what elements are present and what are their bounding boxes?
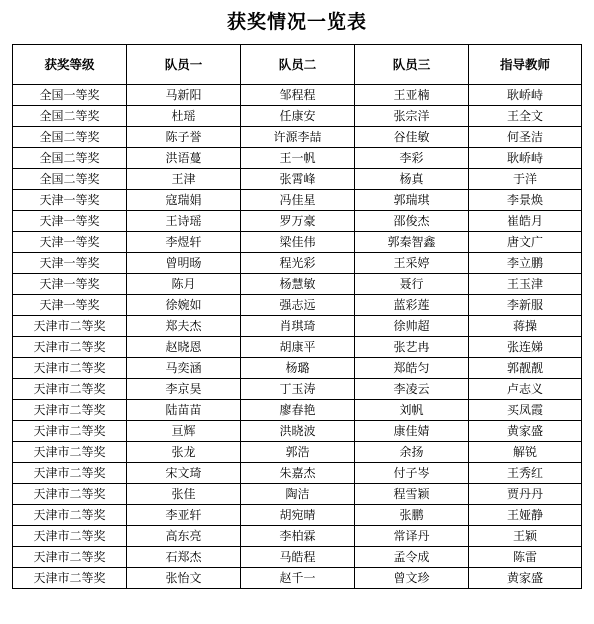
- advisor-cell: 卢志义: [469, 379, 582, 400]
- table-row: [13, 547, 582, 568]
- table-row: [13, 505, 582, 526]
- award-level-cell: 天津市二等奖: [13, 400, 127, 421]
- advisor-cell: 黄家盛: [469, 421, 582, 442]
- page-title: 获奖情况一览表: [226, 11, 367, 33]
- award-level-cell: 天津市二等奖: [13, 505, 127, 526]
- advisor-cell: 买凤霞: [469, 400, 582, 421]
- member-two-cell: 冯佳星: [241, 190, 355, 211]
- table-body: [13, 85, 582, 589]
- member-three-cell: 郭秦智鑫: [355, 232, 469, 253]
- award-level-cell: 天津一等奖: [13, 274, 127, 295]
- member-two-cell: 杨璐: [241, 358, 355, 379]
- advisor-cell: 张连娣: [469, 337, 582, 358]
- member-three-cell: 李彩: [355, 148, 469, 169]
- advisor-cell: 郭靓靓: [469, 358, 582, 379]
- member-one-cell: 陈子誉: [127, 127, 241, 148]
- table-row: [13, 211, 582, 232]
- table-row: [13, 568, 582, 589]
- award-level-cell: 天津一等奖: [13, 211, 127, 232]
- award-level-cell: 天津市二等奖: [13, 379, 127, 400]
- member-two-cell: 王一帆: [241, 148, 355, 169]
- header-row: [13, 45, 582, 85]
- advisor-cell: 王娅静: [469, 505, 582, 526]
- award-level-cell: 全国二等奖: [13, 127, 127, 148]
- member-three-cell: 王亚楠: [355, 85, 469, 106]
- header-member-one: 队员一: [127, 45, 241, 85]
- member-three-cell: 程雪颖: [355, 484, 469, 505]
- advisor-cell: 耿峤峙: [469, 148, 582, 169]
- member-three-cell: 徐帅超: [355, 316, 469, 337]
- advisor-cell: 王全文: [469, 106, 582, 127]
- member-two-cell: 程光彩: [241, 253, 355, 274]
- member-three-cell: 郭瑞琪: [355, 190, 469, 211]
- member-three-cell: 刘帆: [355, 400, 469, 421]
- member-three-cell: 聂行: [355, 274, 469, 295]
- member-three-cell: 张艺冉: [355, 337, 469, 358]
- advisor-cell: 王颖: [469, 526, 582, 547]
- header-award-level: 获奖等级: [13, 45, 127, 85]
- award-level-cell: 天津市二等奖: [13, 526, 127, 547]
- member-three-cell: 邵俊杰: [355, 211, 469, 232]
- member-one-cell: 张怡文: [127, 568, 241, 589]
- member-two-cell: 肖琪琦: [241, 316, 355, 337]
- member-one-cell: 石郑杰: [127, 547, 241, 568]
- advisor-cell: 黄家盛: [469, 568, 582, 589]
- advisor-cell: 解锐: [469, 442, 582, 463]
- advisor-cell: 李景焕: [469, 190, 582, 211]
- table-row: [13, 253, 582, 274]
- advisor-cell: 陈雷: [469, 547, 582, 568]
- member-three-cell: 蓝彩莲: [355, 295, 469, 316]
- award-level-cell: 天津市二等奖: [13, 421, 127, 442]
- member-two-cell: 杨慧敏: [241, 274, 355, 295]
- member-three-cell: 付子岑: [355, 463, 469, 484]
- award-level-cell: 天津市二等奖: [13, 463, 127, 484]
- table-row: [13, 169, 582, 190]
- award-level-cell: 天津市二等奖: [13, 547, 127, 568]
- award-level-cell: 天津市二等奖: [13, 358, 127, 379]
- member-one-cell: 寇瑞娟: [127, 190, 241, 211]
- advisor-cell: 崔皓月: [469, 211, 582, 232]
- member-one-cell: 宋文琦: [127, 463, 241, 484]
- award-level-cell: 天津一等奖: [13, 295, 127, 316]
- member-two-cell: 朱嘉杰: [241, 463, 355, 484]
- member-three-cell: 张鹏: [355, 505, 469, 526]
- table-row: [13, 421, 582, 442]
- member-two-cell: 罗万豪: [241, 211, 355, 232]
- member-three-cell: 常译丹: [355, 526, 469, 547]
- award-table: [12, 44, 582, 589]
- member-one-cell: 陈月: [127, 274, 241, 295]
- member-two-cell: 邹程程: [241, 85, 355, 106]
- award-level-cell: 天津一等奖: [13, 253, 127, 274]
- award-level-cell: 全国二等奖: [13, 169, 127, 190]
- member-one-cell: 徐婉如: [127, 295, 241, 316]
- member-one-cell: 曾明旸: [127, 253, 241, 274]
- member-two-cell: 洪晓波: [241, 421, 355, 442]
- award-level-cell: 天津市二等奖: [13, 316, 127, 337]
- table-row: [13, 232, 582, 253]
- member-three-cell: 郑皓匀: [355, 358, 469, 379]
- member-two-cell: 胡宛晴: [241, 505, 355, 526]
- member-one-cell: 张佳: [127, 484, 241, 505]
- member-one-cell: 陆苗苗: [127, 400, 241, 421]
- advisor-cell: 李立鹏: [469, 253, 582, 274]
- award-level-cell: 天津一等奖: [13, 232, 127, 253]
- award-level-cell: 天津市二等奖: [13, 442, 127, 463]
- member-one-cell: 赵晓恩: [127, 337, 241, 358]
- table-header: [13, 45, 582, 85]
- member-one-cell: 王津: [127, 169, 241, 190]
- member-three-cell: 张宗洋: [355, 106, 469, 127]
- member-one-cell: 张龙: [127, 442, 241, 463]
- member-one-cell: 洪语蔓: [127, 148, 241, 169]
- member-one-cell: 亘辉: [127, 421, 241, 442]
- member-two-cell: 赵千一: [241, 568, 355, 589]
- member-two-cell: 胡康平: [241, 337, 355, 358]
- member-two-cell: 许源李喆: [241, 127, 355, 148]
- member-two-cell: 郭浩: [241, 442, 355, 463]
- advisor-cell: 贾丹丹: [469, 484, 582, 505]
- table-row: [13, 526, 582, 547]
- award-level-cell: 全国二等奖: [13, 148, 127, 169]
- table-row: [13, 379, 582, 400]
- member-two-cell: 李柏霖: [241, 526, 355, 547]
- member-two-cell: 马皓程: [241, 547, 355, 568]
- table-row: [13, 337, 582, 358]
- member-two-cell: 丁玉涛: [241, 379, 355, 400]
- member-three-cell: 曾文珍: [355, 568, 469, 589]
- table-row: [13, 274, 582, 295]
- advisor-cell: 王秀红: [469, 463, 582, 484]
- member-one-cell: 郑夫杰: [127, 316, 241, 337]
- member-two-cell: 陶洁: [241, 484, 355, 505]
- header-member-three: 队员三: [355, 45, 469, 85]
- advisor-cell: 王玉津: [469, 274, 582, 295]
- table-row: [13, 463, 582, 484]
- table-row: [13, 295, 582, 316]
- member-one-cell: 李煜轩: [127, 232, 241, 253]
- award-level-cell: 天津市二等奖: [13, 337, 127, 358]
- award-level-cell: 天津市二等奖: [13, 484, 127, 505]
- table-row: [13, 106, 582, 127]
- member-two-cell: 梁佳伟: [241, 232, 355, 253]
- table-row: [13, 400, 582, 421]
- award-level-cell: 全国一等奖: [13, 85, 127, 106]
- member-two-cell: 廖春艳: [241, 400, 355, 421]
- advisor-cell: 于洋: [469, 169, 582, 190]
- advisor-cell: 耿峤峙: [469, 85, 582, 106]
- member-one-cell: 王诗瑶: [127, 211, 241, 232]
- advisor-cell: 唐文广: [469, 232, 582, 253]
- member-two-cell: 任康安: [241, 106, 355, 127]
- advisor-cell: 蒋操: [469, 316, 582, 337]
- table-row: [13, 484, 582, 505]
- table-row: [13, 85, 582, 106]
- member-three-cell: 王采婷: [355, 253, 469, 274]
- member-two-cell: 张霄峰: [241, 169, 355, 190]
- member-one-cell: 李亚轩: [127, 505, 241, 526]
- table-row: [13, 358, 582, 379]
- table-row: [13, 148, 582, 169]
- member-one-cell: 杜瑶: [127, 106, 241, 127]
- award-level-cell: 天津一等奖: [13, 190, 127, 211]
- member-two-cell: 强志远: [241, 295, 355, 316]
- award-level-cell: 全国二等奖: [13, 106, 127, 127]
- header-member-two: 队员二: [241, 45, 355, 85]
- table-row: [13, 127, 582, 148]
- advisor-cell: 李新服: [469, 295, 582, 316]
- member-one-cell: 马奕涵: [127, 358, 241, 379]
- table-row: [13, 190, 582, 211]
- header-advisor: 指导教师: [469, 45, 582, 85]
- member-one-cell: 李京昊: [127, 379, 241, 400]
- advisor-cell: 何圣洁: [469, 127, 582, 148]
- member-three-cell: 孟令成: [355, 547, 469, 568]
- member-three-cell: 李凌云: [355, 379, 469, 400]
- table-row: [13, 442, 582, 463]
- member-one-cell: 马新阳: [127, 85, 241, 106]
- award-level-cell: 天津市二等奖: [13, 568, 127, 589]
- member-three-cell: 谷佳敏: [355, 127, 469, 148]
- member-three-cell: 杨真: [355, 169, 469, 190]
- member-three-cell: 余扬: [355, 442, 469, 463]
- table-row: [13, 316, 582, 337]
- member-one-cell: 高东亮: [127, 526, 241, 547]
- member-three-cell: 康佳婧: [355, 421, 469, 442]
